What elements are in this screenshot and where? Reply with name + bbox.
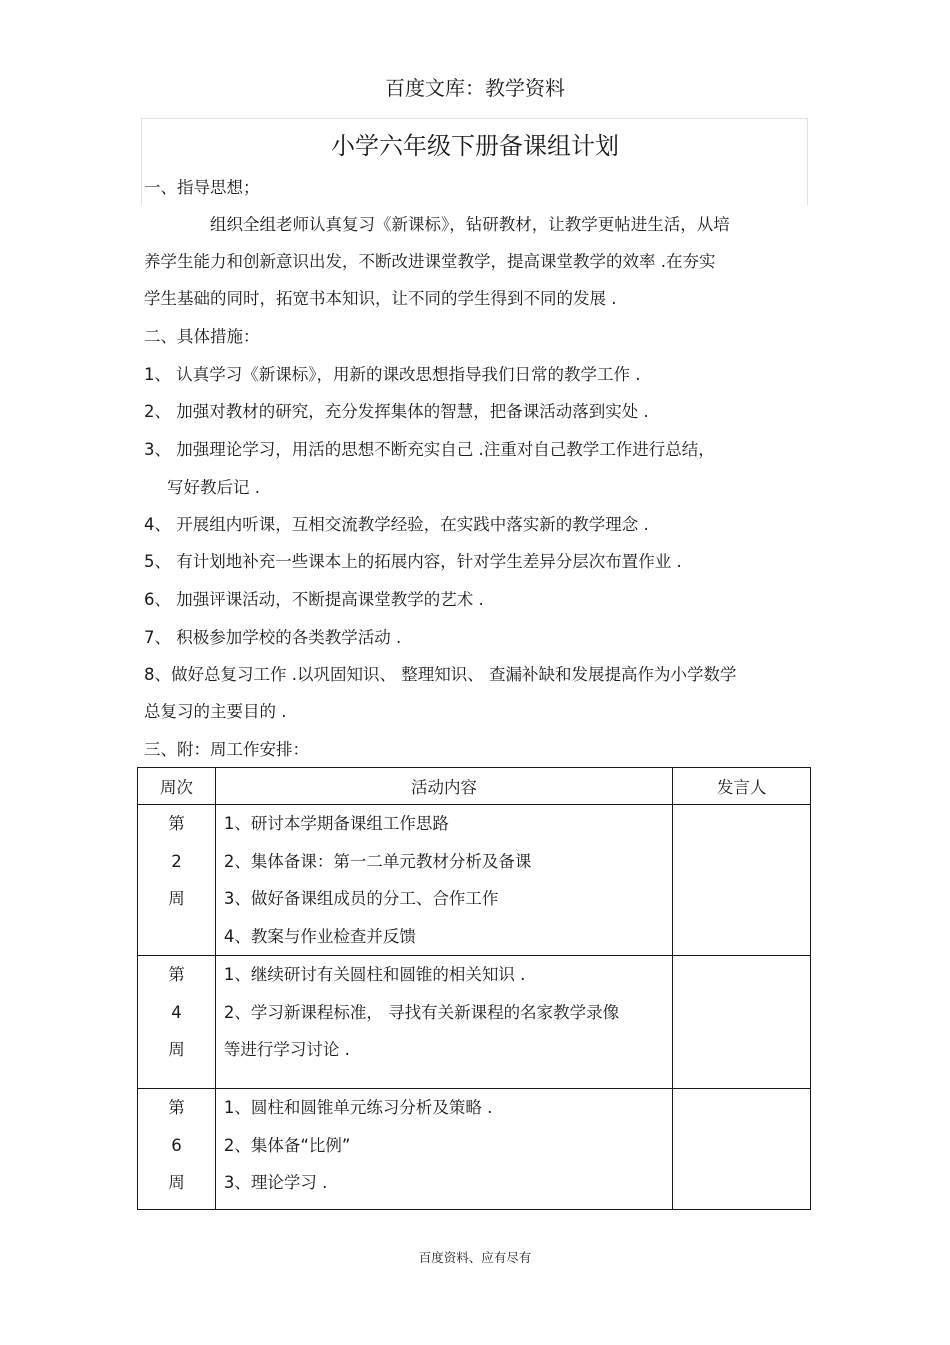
measure-item-6: 6、 加强评课活动，不断提高课堂教学的艺术 . [144,590,484,609]
section2-heading: 二、具体措施： [144,327,260,346]
activity-line: 2、学习新课程标准， 寻找有关新课程的名家教学录像 [223,1002,620,1022]
week-label: 周 [168,1040,185,1059]
header-speaker: 发言人 [673,768,811,805]
week-number: 6 [171,1135,182,1155]
activity-line: 3、理论学习 . [223,1173,328,1192]
activity-cell [215,805,672,956]
week-number: 4 [171,1002,182,1022]
header-activity: 活动内容 [215,768,672,805]
activity-line: 2、集体备课：第一二单元教材分析及备课 [223,851,532,871]
activity-cell [215,956,672,1089]
measure-item-1: 1、 认真学习《新课标》，用新的课改思想指导我们日常的教学工作 . [144,365,641,384]
section1-heading: 一、指导思想； [144,178,260,197]
week-number: 2 [171,851,182,871]
section3-heading: 三、附：周工作安排： [144,740,309,759]
week-cell [138,805,216,956]
activity-line: 1、继续研讨有关圆柱和圆锥的相关知识 . [223,965,526,984]
activity-line: 1、圆柱和圆锥单元练习分析及策略 . [223,1098,493,1117]
measure-item-3-cont: 写好教后记 . [167,478,260,497]
page-footer: 百度资料、应有尽有 [418,1250,532,1265]
activity-line: 等进行学习讨论 . [223,1040,350,1059]
section1-line-1: 组织全组老师认真复习《新课标》，钻研教材，让教学更帖进生活，从培 [210,215,730,234]
page-header: 百度文库：教学资料 [385,76,565,100]
speaker-cell [673,805,811,956]
week-label: 第 [168,1098,185,1117]
section1-line-3: 学生基础的同时，拓宽书本知识，让不同的学生得到不同的发展 . [144,289,617,308]
measure-item-8-cont: 总复习的主要目的 . [144,702,287,721]
header-week: 周次 [138,768,216,805]
weekly-schedule-table [137,767,811,1210]
measure-item-7: 7、 积极参加学校的各类教学活动 . [144,628,402,647]
activity-line: 4、教案与作业检查并反馈 [223,926,416,946]
week-label: 周 [168,1173,185,1192]
table-header-row [138,768,811,805]
measure-item-2: 2、 加强对教材的研究，充分发挥集体的智慧，把备课活动落到实处 . [144,402,649,421]
measure-item-3: 3、 加强理论学习，用活的思想不断充实自己 .注重对自己教学工作进行总结， [144,440,715,459]
activity-line: 2、集体备“比例” [223,1135,351,1155]
document-title: 小学六年级下册备课组计划 [331,132,619,160]
activity-line: 3、做好备课组成员的分工、合作工作 [223,889,499,908]
measure-item-8: 8、做好总复习工作 .以巩固知识、 整理知识、 查漏补缺和发展提高作为小学数学 [144,665,737,684]
measure-item-5: 5、 有计划地补充一些课本上的拓展内容，针对学生差异分层次布置作业 . [144,552,682,571]
week-cell [138,956,216,1089]
activity-line: 1、研讨本学期备课组工作思路 [223,814,449,833]
measure-item-4: 4、 开展组内听课，互相交流教学经验，在实践中落实新的教学理念 . [144,515,649,534]
week-label: 第 [168,965,185,984]
week-label: 周 [168,889,185,908]
speaker-cell [673,956,811,1089]
table-row [138,956,811,1089]
section1-line-2: 养学生能力和创新意识出发，不断改进课堂教学，提高课堂教学的效率 .在夯实 [144,252,716,271]
week-cell [138,1089,216,1210]
speaker-cell [673,1089,811,1210]
table-row [138,1089,811,1210]
week-label: 第 [168,814,185,833]
activity-cell [215,1089,672,1210]
table-row [138,805,811,956]
